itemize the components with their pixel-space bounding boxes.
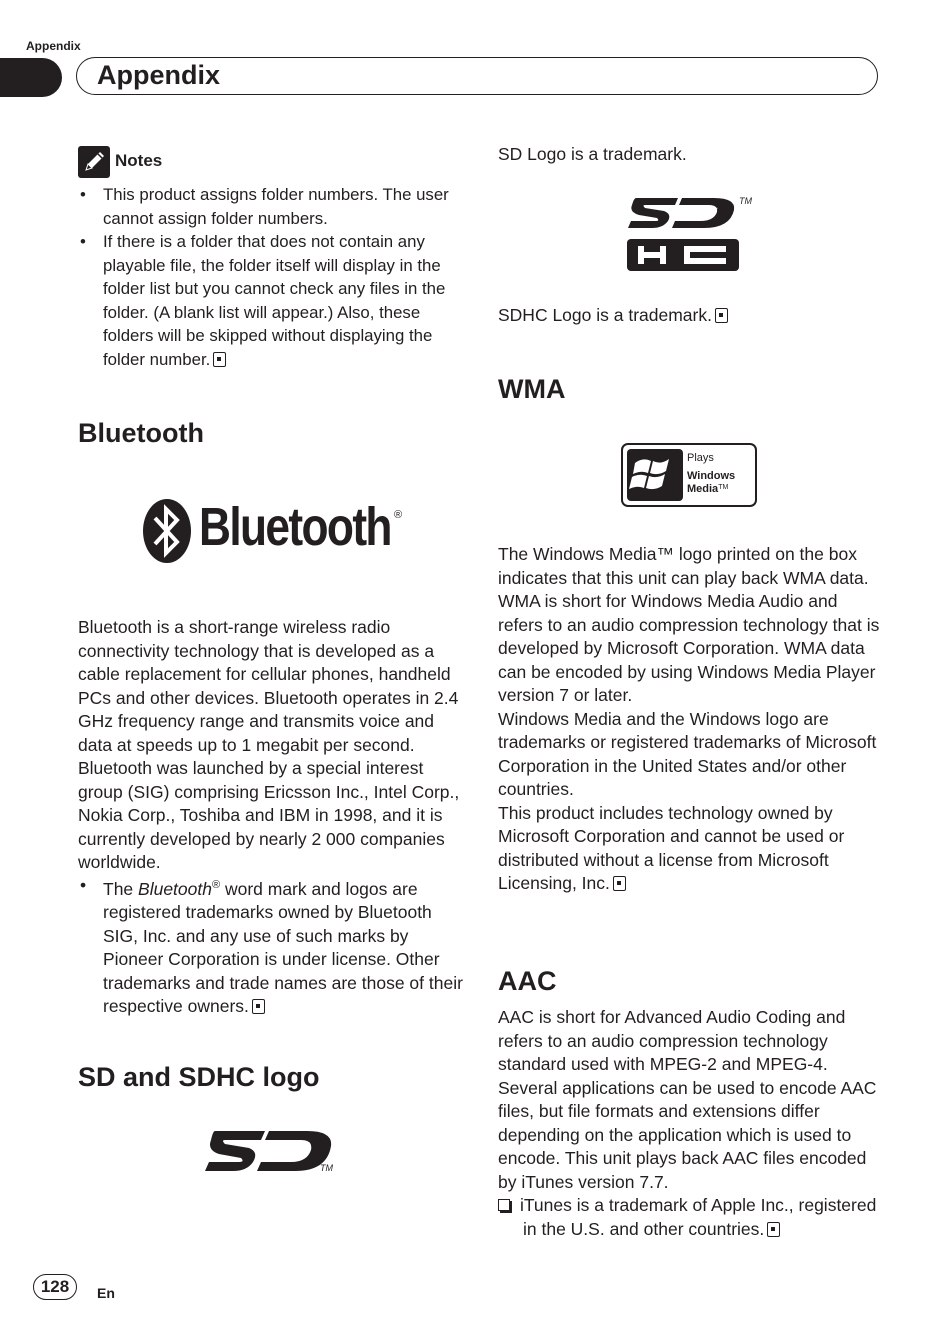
section-heading-sd: SD and SDHC logo	[78, 1062, 320, 1092]
sdhc-trademark-line	[498, 304, 883, 328]
page-title-bar	[76, 57, 878, 95]
section-tab-marker	[0, 58, 62, 97]
trademark-symbol: TM	[320, 1163, 333, 1173]
bullet-text: The	[103, 878, 139, 899]
bluetooth-paragraph: Bluetooth is a short-range wireless radio connectivity technology that is developed as a cable replacement for cellular phones, handheld PCs and other devices. Bluetooth operates in 2.4 GHz frequency range and transmits voice and data at speeds up to 1 megabit per second. Bluetooth was launched by a special interest group (SIG) comprising Ericsson Inc., Intel Corp., Nokia Corp., Toshiba and IBM in 1998, and it is currently developed by nearly 2 000 companies worldwide.	[78, 617, 460, 872]
logo-plays-text: Plays	[687, 452, 714, 464]
bluetooth-logo	[199, 496, 429, 566]
bullet-text: word mark and logos are registered trademarks owned by Bluetooth SIG, Inc. and any use of such marks by Pioneer Corporation is under license. Other trademarks and trade names are those of their respective owners.	[103, 878, 463, 1017]
flag-trademark-symbol: TM	[673, 487, 684, 494]
wma-paragraph: The Windows Media™ logo printed on the box indicates that this unit can play back WMA data.	[498, 544, 869, 588]
aac-check-item	[498, 1194, 883, 1241]
sd-trademark-text: SD Logo is a trademark.	[498, 144, 687, 164]
end-mark-icon	[252, 999, 265, 1014]
bluetooth-rune-icon	[142, 498, 192, 564]
section-heading-wma: WMA	[498, 374, 566, 404]
end-mark-icon	[715, 308, 728, 323]
sdhc-logo	[626, 196, 740, 272]
wma-paragraph: Windows Media and the Windows logo are trademarks or registered trademarks of Microsoft Corporation in the United States and/or other countries.	[498, 708, 877, 799]
logo-media-text: Media	[687, 483, 719, 495]
language-code: En	[97, 1285, 115, 1301]
pencil-note-icon	[78, 146, 110, 178]
page-number: 128	[33, 1274, 77, 1300]
checkbox-bullet-icon	[498, 1199, 510, 1211]
end-mark-icon	[767, 1222, 780, 1237]
trademark-symbol: TM	[739, 196, 752, 206]
bluetooth-bullets	[78, 874, 464, 1019]
notes-label: Notes	[115, 151, 163, 170]
section-heading-bluetooth: Bluetooth	[78, 418, 204, 448]
list-item	[78, 874, 464, 1019]
page-title: Appendix	[97, 60, 221, 90]
end-mark-icon	[213, 352, 226, 367]
section-heading-aac: AAC	[498, 966, 557, 996]
sd-logo	[203, 1126, 335, 1176]
wma-body	[498, 543, 883, 896]
bullet-italic-text: Bluetooth	[138, 878, 212, 899]
trademark-symbol: TM	[718, 484, 729, 491]
registered-mark: ®	[394, 509, 403, 521]
wma-paragraph: WMA is short for Windows Media Audio and refers to an audio compression technology that is developed by Microsoft Corporation. WMA data can be encoded by using Windows Media Player version 7 or later.	[498, 591, 880, 705]
aac-paragraph: AAC is short for Advanced Audio Coding and refers to an audio compression technology standard used with MPEG-2 and MPEG-4. Several applications can be used to encode AAC files, but file formats and extensions differ depending on the application which is used to encode. This unit plays back AAC files encoded by iTunes version 7.7.	[498, 1007, 877, 1192]
plays-windows-media-logo	[621, 443, 757, 507]
note-text: This product assigns folder numbers. The user cannot assign folder numbers.	[103, 185, 449, 228]
sdhc-trademark-text: SDHC Logo is a trademark.	[498, 305, 712, 325]
note-text: If there is a folder that does not contain any playable file, the folder itself will display in the folder list but you cannot check any files in the folder. (A blank list will appear.) Also, these folders will be skipped without displaying the folder number.	[103, 232, 446, 369]
registered-mark: ®	[211, 879, 221, 891]
running-header: Appendix	[26, 39, 81, 53]
logo-media-line	[687, 483, 728, 495]
bluetooth-logo-text: Bluetooth	[199, 497, 391, 557]
check-item-text: iTunes is a trademark of Apple Inc., registered in the U.S. and other countries.	[520, 1195, 877, 1239]
list-item	[78, 183, 464, 230]
wma-paragraph-text: This product includes technology owned by Microsoft Corporation and cannot be used or distributed without a license from Microsoft Licensing, Inc.	[498, 802, 845, 893]
list-item	[78, 230, 464, 371]
end-mark-icon	[613, 876, 626, 891]
logo-windows-text: Windows	[687, 470, 736, 482]
wma-paragraph-last	[498, 802, 883, 896]
notes-list	[78, 183, 464, 371]
